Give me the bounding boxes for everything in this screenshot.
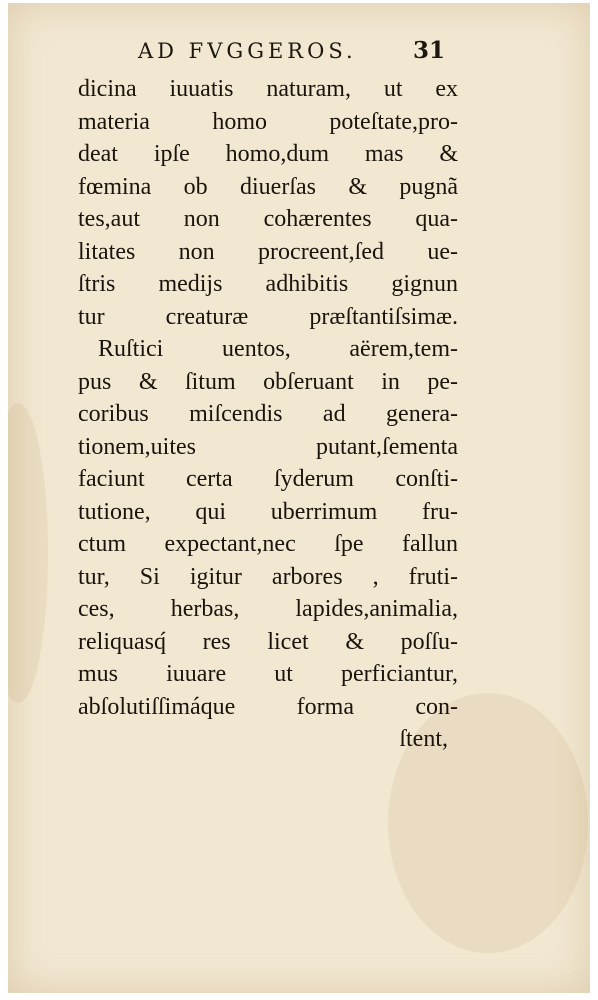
text-line: ctum expectant,nec ſpe fallun xyxy=(78,531,458,557)
paper-stain xyxy=(8,403,48,703)
text-line: tutione, qui uberrimum fru- xyxy=(78,498,458,525)
text-line: dicina iuuatis naturam, ut ex xyxy=(78,76,458,102)
text-line: faciunt certa ſyderum conſti- xyxy=(78,466,458,492)
text-line: materia homo poteſtate,pro- xyxy=(78,108,458,135)
text-line: tionem,uites putant,ſementa xyxy=(78,433,458,460)
text-line: mus iuuare ut perficiantur, xyxy=(78,661,458,687)
catchword: ſtent, xyxy=(399,726,448,752)
text-line: pus & ſitum obſeruant in pe- xyxy=(78,368,458,395)
text-line: tur, Si igitur arbores , fruti- xyxy=(78,563,458,590)
book-page xyxy=(8,3,590,993)
running-head: AD FVGGEROS. xyxy=(138,39,357,63)
text-line: coribus miſcendis ad genera- xyxy=(78,401,458,427)
paragraph-start-line: Ruſtici uentos, aërem,tem- xyxy=(98,336,458,362)
text-line: tur creaturæ præſtantiſsimæ. xyxy=(78,303,458,330)
text-line: ces, herbas, lapides,animalia, xyxy=(78,596,458,622)
page-number: 31 xyxy=(413,37,446,64)
text-line: litates non procreent,ſed ue- xyxy=(78,238,458,265)
text-line: abſolutiſſimáque forma con- xyxy=(78,693,458,720)
text-line: ſtris medijs adhibitis gignun xyxy=(78,271,458,297)
text-line: reliquasq́ res licet & poſſu- xyxy=(78,628,458,655)
page-header xyxy=(8,39,590,69)
text-line: fœmina ob diuerſas & pugnã xyxy=(78,173,458,200)
text-line: tes,aut non cohærentes qua- xyxy=(78,206,458,232)
text-line: deat ipſe homo,dum mas & xyxy=(78,141,458,167)
body-text xyxy=(78,73,458,756)
